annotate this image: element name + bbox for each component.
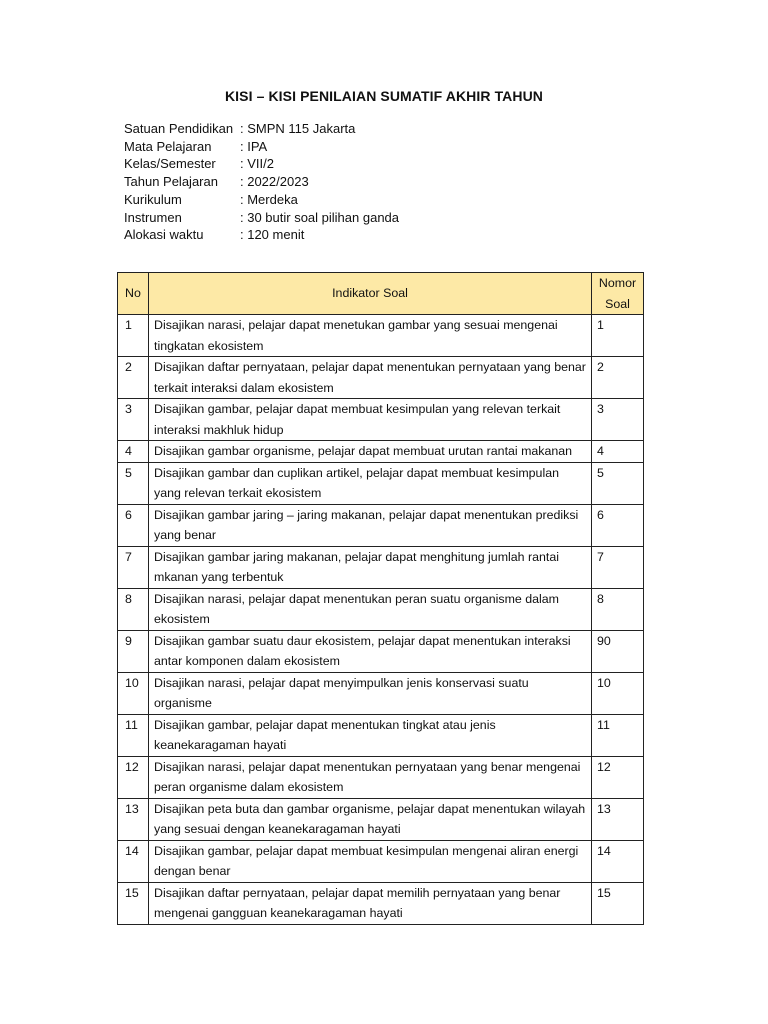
cell-indikator: Disajikan gambar jaring makanan, pelajar dapat menghitung jumlah rantai mkanan yang terbentuk bbox=[149, 546, 592, 588]
meta-value: : SMPN 115 Jakarta bbox=[240, 121, 356, 136]
table-row bbox=[118, 798, 644, 840]
cell-no: 1 bbox=[118, 315, 149, 357]
cell-nomor-soal: 3 bbox=[592, 399, 644, 441]
cell-nomor-soal: 2 bbox=[592, 357, 644, 399]
meta-row bbox=[124, 155, 399, 173]
cell-no: 15 bbox=[118, 882, 149, 924]
table-row bbox=[118, 588, 644, 630]
document-meta bbox=[124, 120, 399, 244]
meta-value: : 2022/2023 bbox=[240, 174, 309, 190]
cell-no: 5 bbox=[118, 462, 149, 504]
cell-indikator: Disajikan narasi, pelajar dapat menetukan gambar yang sesuai mengenai tingkatan ekosistem bbox=[149, 315, 592, 357]
cell-indikator: Disajikan gambar suatu daur ekosistem, pelajar dapat menentukan interaksi antar komponen dalam ekosistem bbox=[149, 630, 592, 672]
table-row bbox=[118, 714, 644, 756]
header-nomor-line2: Soal bbox=[605, 296, 630, 311]
cell-indikator: Disajikan narasi, pelajar dapat menentukan peran suatu organisme dalam ekosistem bbox=[149, 588, 592, 630]
meta-value: : 30 butir soal pilihan ganda bbox=[240, 209, 400, 225]
table-row bbox=[118, 504, 644, 546]
cell-nomor-soal: 10 bbox=[592, 672, 644, 714]
meta-row bbox=[124, 191, 399, 209]
header-no: No bbox=[118, 273, 149, 315]
cell-nomor-soal: 4 bbox=[592, 441, 644, 463]
table-row bbox=[118, 546, 644, 588]
cell-nomor-soal: 11 bbox=[592, 714, 644, 756]
cell-no: 8 bbox=[118, 588, 149, 630]
cell-indikator: Disajikan gambar jaring – jaring makanan, pelajar dapat menentukan prediksi yang benar bbox=[149, 504, 592, 546]
meta-label: Satuan Pendidikan bbox=[124, 121, 234, 136]
table-row bbox=[118, 441, 644, 463]
cell-nomor-soal: 5 bbox=[592, 462, 644, 504]
cell-no: 12 bbox=[118, 756, 149, 798]
cell-no: 10 bbox=[118, 672, 149, 714]
cell-nomor-soal: 6 bbox=[592, 504, 644, 546]
cell-indikator: Disajikan gambar dan cuplikan artikel, pelajar dapat membuat kesimpulan yang relevan terkait ekosistem bbox=[149, 462, 592, 504]
meta-value: : Merdeka bbox=[240, 191, 298, 207]
table-body bbox=[118, 315, 644, 925]
table-header-row bbox=[118, 273, 644, 315]
meta-value: : IPA bbox=[240, 138, 268, 154]
cell-nomor-soal: 15 bbox=[592, 882, 644, 924]
cell-indikator: Disajikan gambar, pelajar dapat menentukan tingkat atau jenis keanekaragaman hayati bbox=[149, 714, 592, 756]
meta-label: Tahun Pelajaran bbox=[124, 174, 218, 190]
cell-indikator: Disajikan narasi, pelajar dapat menentukan pernyataan yang benar mengenai peran organisme dalam ekosistem bbox=[149, 756, 592, 798]
cell-nomor-soal: 8 bbox=[592, 588, 644, 630]
table-row bbox=[118, 399, 644, 441]
meta-value: : VII/2 bbox=[240, 156, 274, 172]
table-row bbox=[118, 672, 644, 714]
cell-no: 2 bbox=[118, 357, 149, 399]
kisi-table bbox=[117, 272, 644, 925]
cell-indikator: Disajikan gambar organisme, pelajar dapat membuat urutan rantai makanan bbox=[149, 441, 592, 463]
table-row bbox=[118, 462, 644, 504]
cell-no: 13 bbox=[118, 798, 149, 840]
table-row bbox=[118, 630, 644, 672]
meta-label: Alokasi waktu bbox=[124, 227, 204, 243]
cell-no: 11 bbox=[118, 714, 149, 756]
header-nomor-line1: Nomor bbox=[598, 276, 637, 290]
meta-row bbox=[124, 209, 399, 227]
meta-value: : 120 menit bbox=[240, 227, 305, 243]
cell-nomor-soal: 90 bbox=[592, 630, 644, 672]
table-row bbox=[118, 315, 644, 357]
table-row bbox=[118, 840, 644, 882]
cell-no: 4 bbox=[118, 441, 149, 463]
cell-no: 6 bbox=[118, 504, 149, 546]
table-row bbox=[118, 882, 644, 924]
cell-indikator: Disajikan gambar, pelajar dapat membuat kesimpulan yang relevan terkait interaksi makhluk hidup bbox=[149, 399, 592, 441]
meta-row bbox=[124, 173, 399, 191]
cell-nomor-soal: 7 bbox=[592, 546, 644, 588]
header-nomor-soal bbox=[592, 273, 644, 315]
cell-indikator: Disajikan gambar, pelajar dapat membuat kesimpulan mengenai aliran energi dengan benar bbox=[149, 840, 592, 882]
meta-label: Kurikulum bbox=[124, 191, 182, 207]
cell-indikator: Disajikan narasi, pelajar dapat menyimpulkan jenis konservasi suatu organisme bbox=[149, 672, 592, 714]
table-row bbox=[118, 756, 644, 798]
cell-indikator: Disajikan daftar pernyataan, pelajar dapat menentukan pernyataan yang benar terkait interaksi dalam ekosistem bbox=[149, 357, 592, 399]
document-title: KISI – KISI PENILAIAN SUMATIF AKHIR TAHUN bbox=[224, 88, 544, 104]
cell-nomor-soal: 12 bbox=[592, 756, 644, 798]
cell-no: 14 bbox=[118, 840, 149, 882]
meta-row bbox=[124, 138, 399, 156]
cell-nomor-soal: 13 bbox=[592, 798, 644, 840]
cell-indikator: Disajikan peta buta dan gambar organisme, pelajar dapat menentukan wilayah yang sesuai dengan keanekaragaman hayati bbox=[149, 798, 592, 840]
meta-row bbox=[124, 226, 399, 244]
cell-no: 3 bbox=[118, 399, 149, 441]
cell-no: 9 bbox=[118, 630, 149, 672]
meta-label: Instrumen bbox=[124, 209, 182, 225]
table-row bbox=[118, 357, 644, 399]
meta-row bbox=[124, 120, 399, 138]
cell-nomor-soal: 14 bbox=[592, 840, 644, 882]
meta-label: Mata Pelajaran bbox=[124, 138, 212, 154]
cell-nomor-soal: 1 bbox=[592, 315, 644, 357]
cell-indikator: Disajikan daftar pernyataan, pelajar dapat memilih pernyataan yang benar mengenai gangguan keanekaragaman hayati bbox=[149, 882, 592, 924]
header-indikator: Indikator Soal bbox=[149, 273, 592, 315]
cell-no: 7 bbox=[118, 546, 149, 588]
meta-label: Kelas/Semester bbox=[124, 156, 216, 172]
